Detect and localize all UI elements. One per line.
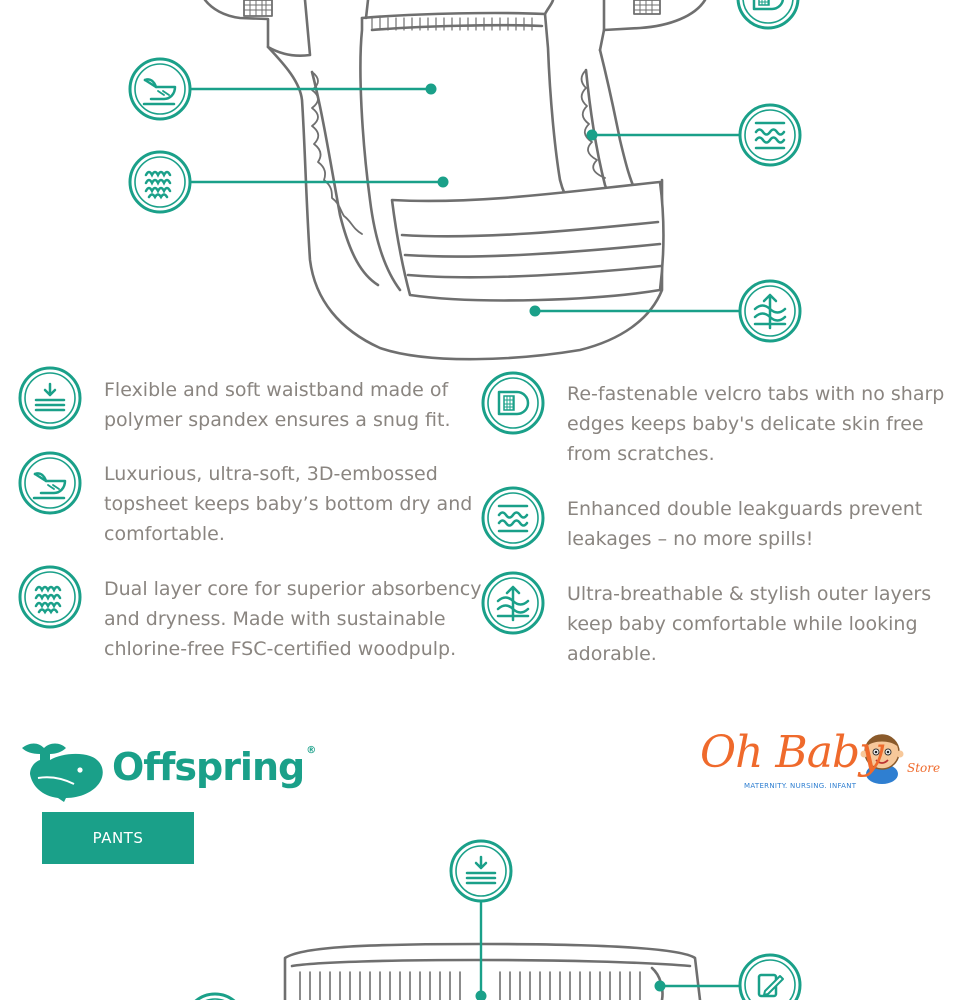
brand-name-text: Offspring [112,745,305,789]
pants-illustration [285,944,700,1000]
store-name: Oh Baby [700,727,883,778]
store-tagline: MATERNITY. NURSING. INFANT [744,782,857,790]
velcro-tab-icon [738,0,798,28]
feature-leakguard-text: Enhanced double leakguards prevent leakages – no more spills! [567,498,923,550]
brand-name [112,745,315,789]
feature-velcro-text: Re-fastenable velcro tabs with no sharp edges keeps baby's delicate skin free from scratches. [567,383,945,465]
fastener-edit-icon [740,955,800,1000]
feature-core-text: Dual layer core for superior absorbency and dryness. Made with sustainable chlorine-free FSC-certified woodpulp. [104,578,482,660]
embossed-topsheet-icon [20,453,80,513]
store-suffix: Store [907,761,941,775]
pants-section-button[interactable]: PANTS [42,812,194,864]
waistband-icon [451,841,511,901]
breathable-layer-icon [483,573,543,633]
absorbent-core-icon [130,152,190,212]
leakguard-icon [483,488,543,548]
breathable-layer-icon [740,281,800,341]
pants-callout-dot [655,981,666,992]
feature-outer-text: Ultra-breathable & stylish outer layers keep baby comfortable while looking adorable. [567,583,932,665]
brand-registered-mark: ® [306,745,316,756]
store-logo [700,725,950,800]
absorbent-core-icon [20,567,80,627]
whale-logo-icon [22,744,103,803]
feature-topsheet-text: Luxurious, ultra-soft, 3D-embossed topsheet keeps baby’s bottom dry and comfortable. [104,463,473,545]
partial-callout-icon [185,994,245,1000]
velcro-tab-icon [483,373,543,433]
waistband-icon [20,368,80,428]
diaper-illustration [205,0,705,359]
feature-waistband-text: Flexible and soft waistband made of polymer spandex ensures a snug fit. [104,379,451,431]
leakguard-icon [740,105,800,165]
embossed-topsheet-icon [130,59,190,119]
pants-callout-dot [476,991,487,1000]
